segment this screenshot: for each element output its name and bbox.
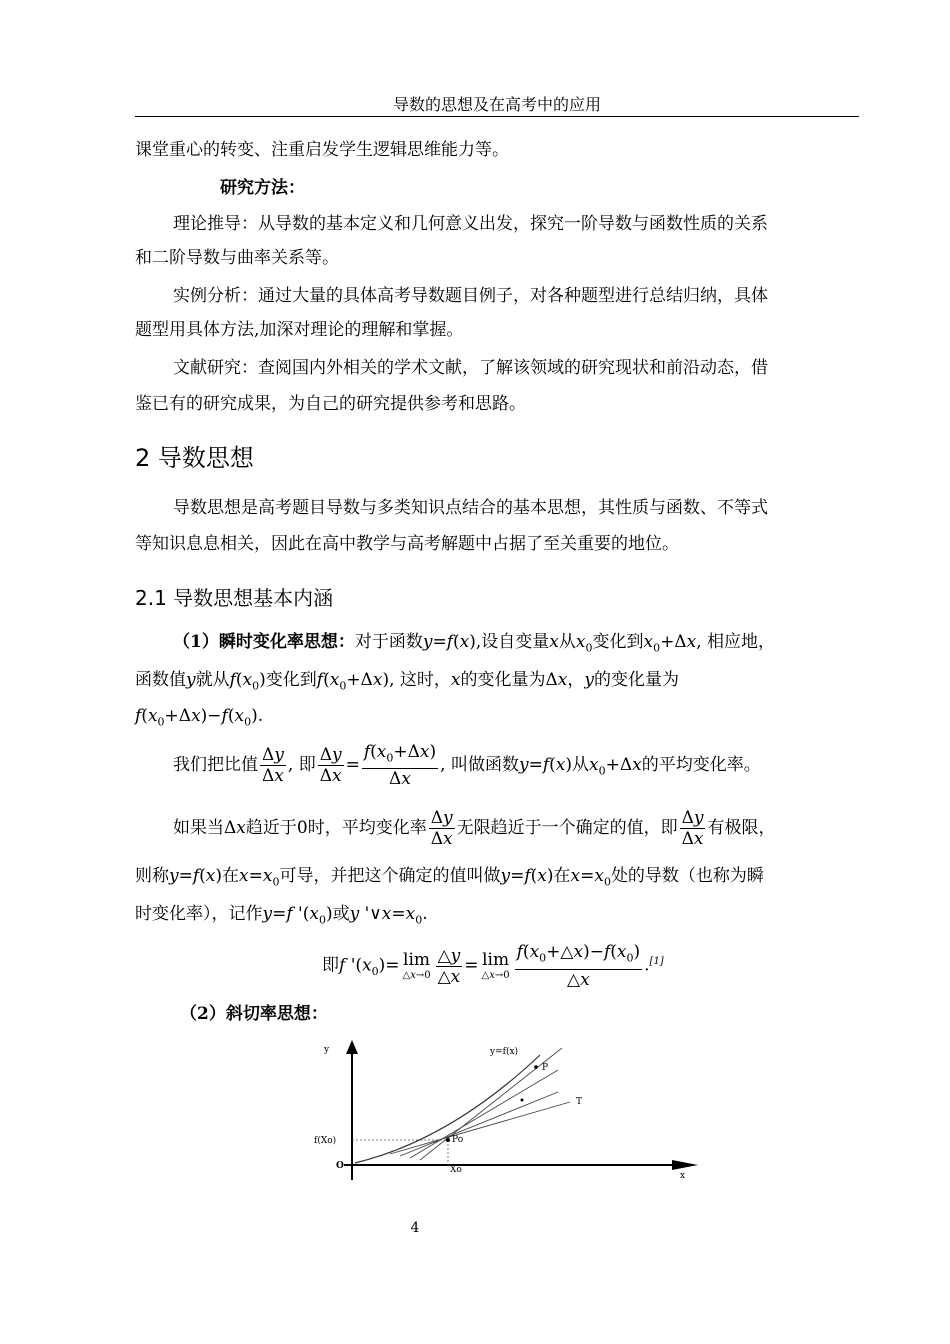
item-2-title: （2）斜切率思想：: [180, 1004, 328, 1024]
tangent-line: [390, 1102, 570, 1154]
y-axis-arrow: [346, 1040, 358, 1054]
average-rate-line: 我们把比值 $\frac{\Delta y}{\Delta x}$ , 即 $\frac{\Delta y}{\Delta x}$ = $\frac{f(x_0+\Delta x)}{\Delta x}$ , 叫做函数y=f(x)从$x_0+\Delta x$的平均变化率。: [173, 742, 761, 790]
point-mid: [521, 1099, 524, 1102]
fig-label-p0: Po: [452, 1135, 464, 1145]
fig-label-p: P: [542, 1063, 549, 1073]
fig-label-t: T: [576, 1097, 583, 1107]
section-2-1-title: 2.1 导数思想基本内涵: [135, 586, 334, 610]
limit-condition-line2: 则称y=f(x)在$x=x_0$可导，并把这个确定的值叫做y=f(x)在$x=x_0$处的导数（也称为瞬: [135, 866, 764, 889]
method-literature-line2: 鉴已有的研究成果，为自己的研究提供参考和思路。: [135, 394, 526, 414]
secant-line-1: [420, 1048, 562, 1160]
fig-label-origin: O: [336, 1161, 344, 1171]
fig-label-x: x: [680, 1171, 686, 1181]
item-1-title: （1）瞬时变化率思想：: [173, 632, 355, 652]
methods-heading: 研究方法：: [220, 178, 305, 198]
limit-condition-line3: 时变化率），记作y=f '$(x_0)$或y '$\vee x=x_0$.: [135, 904, 428, 927]
instant-rate-line2: 函数值y就从$f(x_0)$变化到$f(x_0+\Delta x)$, 这时，x的变化量为Δx，y的变化量为: [135, 670, 679, 693]
fig-label-curve: y=f(x): [490, 1047, 519, 1057]
method-theory-line1: 理论推导：从导数的基本定义和几何意义出发，探究一阶导数与函数性质的关系: [173, 214, 768, 234]
method-literature-line1: 文献研究：查阅国内外相关的学术文献，了解该领域的研究现状和前沿动态，借: [173, 358, 768, 378]
section-2-line2: 等知识息息相关，因此在高中教学与高考解题中占据了至关重要的地位。: [135, 534, 679, 554]
x-axis-arrow: [672, 1160, 698, 1170]
section-2-line1: 导数思想是高考题目导数与多类知识点结合的基本思想，其性质与函数、不等式: [173, 498, 768, 518]
point-p0: [446, 1138, 450, 1142]
point-p: [534, 1065, 538, 1069]
instant-rate-line3: $f(x_0+\Delta x)-f(x_0)$.: [135, 706, 264, 729]
secant-line-2: [410, 1070, 558, 1158]
citation-ref: [1]: [649, 956, 664, 967]
limit-condition-line1: 如果当Δx趋近于0时，平均变化率 $\frac{\Delta y}{\Delta x}$ 无限趋近于一个确定的值，即 $\frac{\Delta y}{\Delta x}$ 有极限，: [173, 808, 776, 849]
method-example-line1: 实例分析：通过大量的具体高考导数题目例子，对各种题型进行总结归纳，具体: [173, 286, 768, 306]
method-theory-line2: 和二阶导数与曲率关系等。: [135, 248, 339, 268]
fig-label-x0: Xo: [450, 1165, 462, 1175]
method-example-line2: 题型用具体方法,加深对理论的理解和掌握。: [135, 320, 464, 340]
section-2-title: 2 导数思想: [135, 444, 254, 472]
paragraph-continuation: 课堂重心的转变、注重启发学生逻辑思维能力等。: [135, 140, 509, 160]
secant-tangent-figure: [300, 1030, 710, 1190]
fig-label-fx0: f(Xo): [314, 1136, 337, 1146]
secant-line-3: [400, 1092, 558, 1156]
instant-rate-line1: （1）瞬时变化率思想：对于函数y=f(x),设自变量x从$x_0$变化到$x_0+\Delta x$, 相应地，: [173, 632, 775, 655]
page-number: 4: [410, 1220, 420, 1236]
derivative-definition-formula: 即f '$(x_0)=$ lim △x→0 $\frac{\triangle y}{\triangle x}$ = lim △x→0 $\frac{f(x_0+\triangle x)-f(x_0)}{\triangle x}$ .[1]: [322, 942, 664, 990]
function-curve: [355, 1055, 540, 1163]
fig-label-y: y: [324, 1045, 330, 1055]
running-header: 导数的思想及在高考中的应用: [135, 92, 859, 117]
